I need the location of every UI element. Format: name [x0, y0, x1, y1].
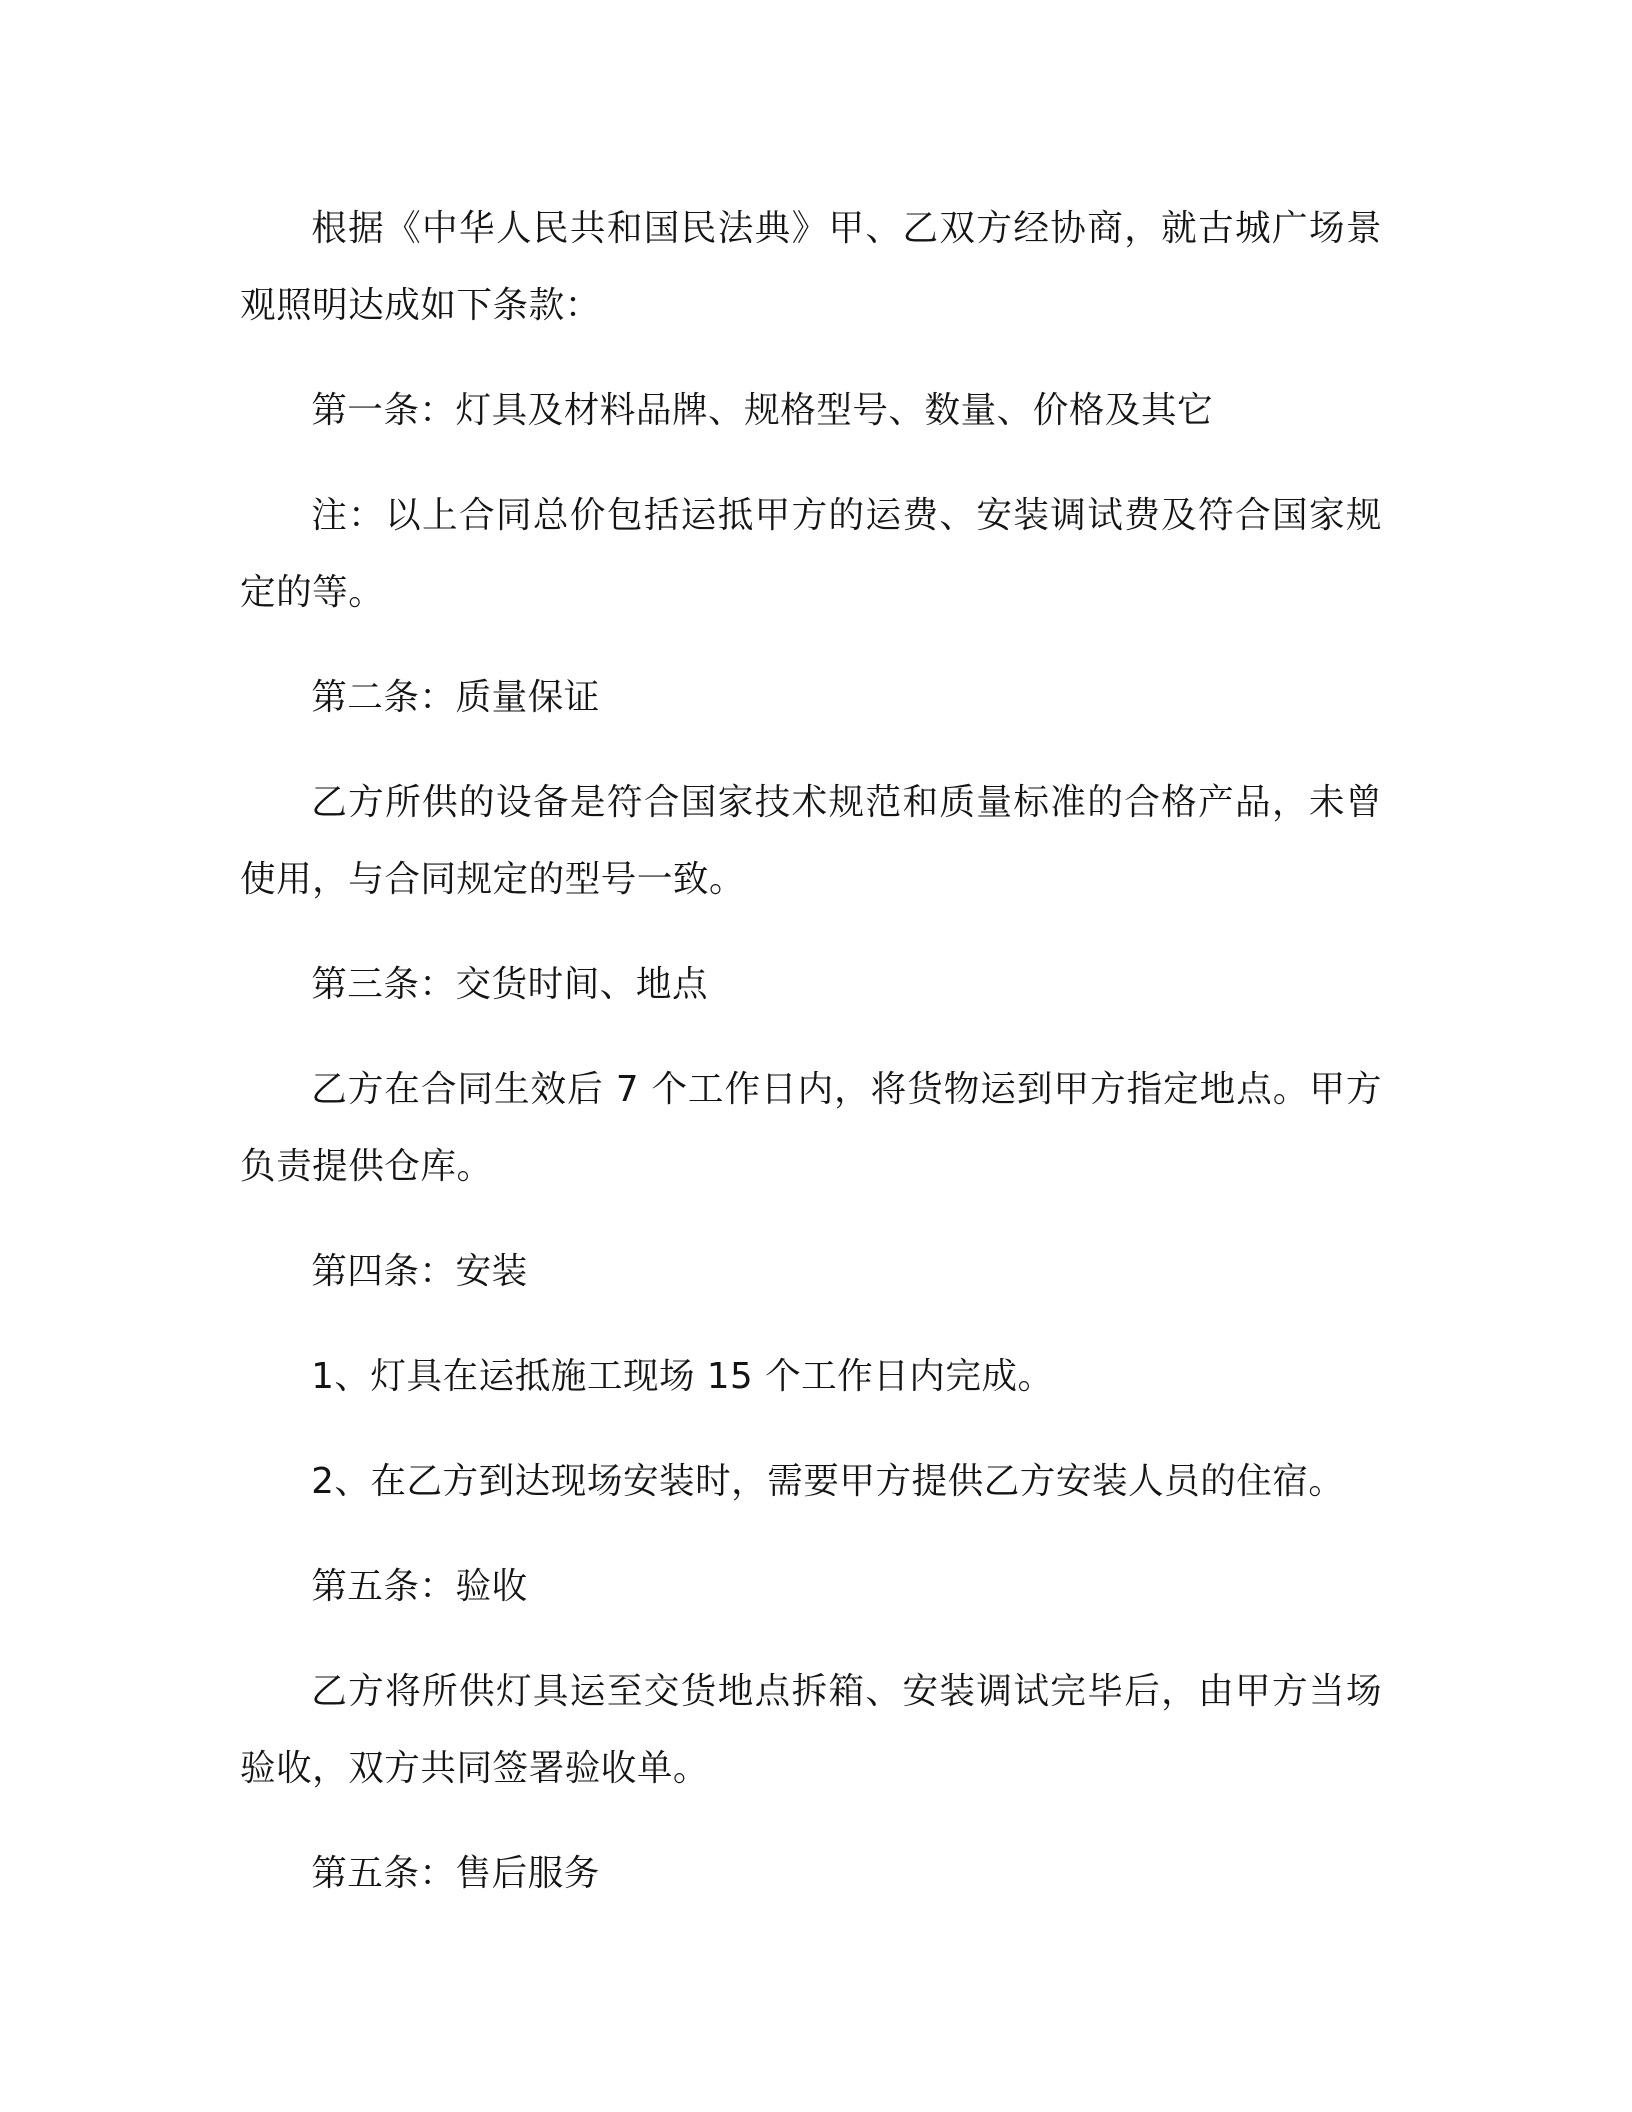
- install-item-2: 2、在乙方到达现场安装时，需要甲方提供乙方安装人员的住宿。: [311, 1461, 1345, 1502]
- after-sales-heading: 第五条：售后服务: [311, 1853, 600, 1894]
- quality-paragraph: 乙方所供的设备是符合国家技术规范和质量标准的合格产品，未曾使用，与合同规定的型号一致。: [240, 782, 1382, 900]
- install-item-1: 1、灯具在运抵施工现场 15 个工作日内完成。: [311, 1356, 1054, 1397]
- article-1-heading: 第一条：灯具及材料品牌、规格型号、数量、价格及其它: [311, 390, 1214, 431]
- delivery-paragraph: 乙方在合同生效后 7 个工作日内，将货物运到甲方指定地点。甲方负责提供仓库。: [240, 1069, 1382, 1187]
- article-4-heading: 第四条：安装: [311, 1251, 528, 1292]
- article-2-heading: 第二条：质量保证: [311, 677, 600, 718]
- acceptance-paragraph: 乙方将所供灯具运至交货地点拆箱、安装调试完毕后，由甲方当场验收，双方共同签署验收单。: [240, 1671, 1382, 1789]
- article-5-heading: 第五条：验收: [311, 1566, 528, 1607]
- article-3-heading: 第三条：交货时间、地点: [311, 964, 709, 1005]
- document-body: [240, 190, 1382, 1912]
- note-paragraph: 注：以上合同总价包括运抵甲方的运费、安装调试费及符合国家规定的等。: [240, 495, 1382, 613]
- intro-paragraph: 根据《中华人民共和国民法典》甲、乙双方经协商，就古城广场景观照明达成如下条款：: [240, 208, 1382, 326]
